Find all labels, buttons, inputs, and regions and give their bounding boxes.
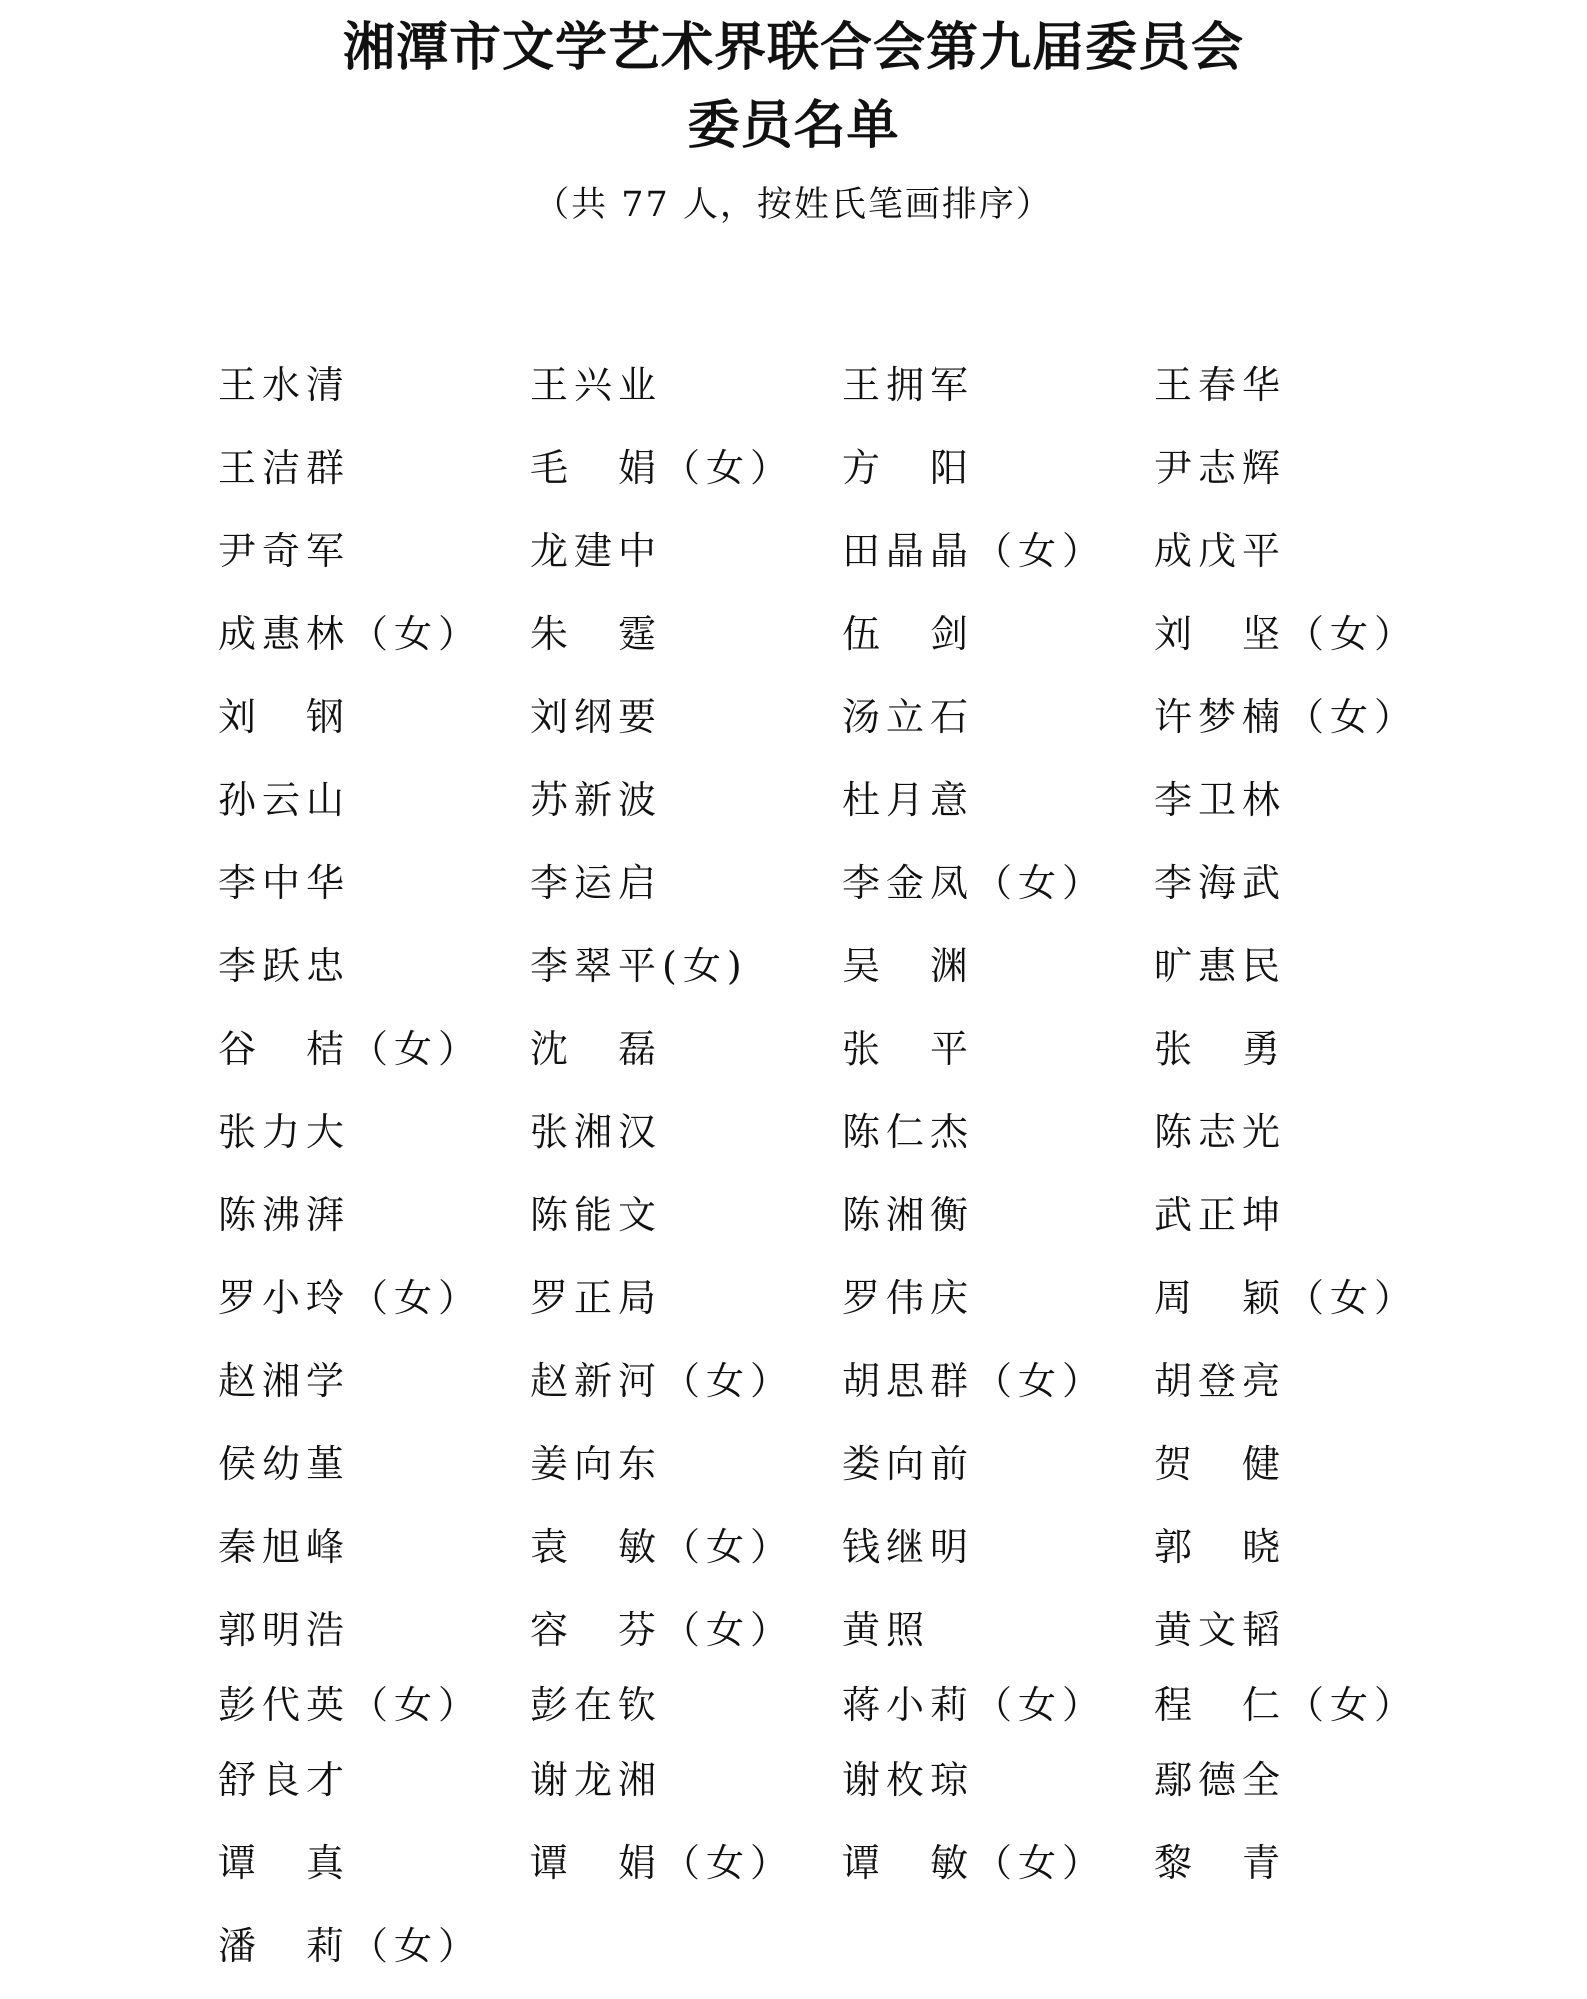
member-name: 罗小玲（女） — [218, 1276, 483, 1320]
member-name: 方 阳 — [842, 446, 975, 490]
member-name: 彭在钦 — [530, 1683, 663, 1727]
member-name: 彭代英（女） — [218, 1683, 483, 1727]
member-row — [218, 1675, 1468, 1750]
member-row — [218, 438, 1468, 521]
member-name: 侯幼堇 — [218, 1442, 351, 1486]
member-name: 陈能文 — [530, 1193, 663, 1237]
member-row — [218, 1351, 1468, 1434]
member-name: 王洁群 — [218, 446, 351, 490]
member-name-list — [218, 355, 1468, 1999]
member-name: 王春华 — [1154, 363, 1287, 407]
member-name: 黄文韬 — [1154, 1608, 1287, 1652]
member-name: 刘 坚（女） — [1154, 612, 1419, 656]
member-name: 黄照 — [842, 1608, 931, 1652]
member-name: 武正坤 — [1154, 1193, 1287, 1237]
member-name: 张 平 — [842, 1027, 975, 1071]
member-name: 毛 娟（女） — [530, 446, 795, 490]
member-name: 杜月意 — [842, 778, 975, 822]
member-name: 袁 敏（女） — [530, 1525, 795, 1569]
member-row — [218, 1750, 1468, 1833]
member-name: 谭 娟（女） — [530, 1841, 795, 1885]
member-name: 李海武 — [1154, 861, 1287, 905]
member-name: 谢龙湘 — [530, 1758, 663, 1802]
member-name: 王拥军 — [842, 363, 975, 407]
member-name: 李跃忠 — [218, 944, 351, 988]
member-name: 郭明浩 — [218, 1608, 351, 1652]
member-name: 鄢德全 — [1154, 1758, 1287, 1802]
member-row — [218, 1019, 1468, 1102]
member-name: 王兴业 — [530, 363, 663, 407]
member-name: 沈 磊 — [530, 1027, 663, 1071]
member-name: 陈志光 — [1154, 1110, 1287, 1154]
member-name: 谭 敏（女） — [842, 1841, 1107, 1885]
member-name: 龙建中 — [530, 529, 663, 573]
member-name: 舒良才 — [218, 1758, 351, 1802]
document-title-line2: 委员名单 — [687, 95, 900, 156]
member-name: 成惠林（女） — [218, 612, 483, 656]
member-row — [218, 1916, 1468, 1999]
member-name: 尹志辉 — [1154, 446, 1287, 490]
member-row — [218, 770, 1468, 853]
member-name: 周 颖（女） — [1154, 1276, 1419, 1320]
member-name: 娄向前 — [842, 1442, 975, 1486]
member-name: 田晶晶（女） — [842, 529, 1107, 573]
member-row — [218, 1268, 1468, 1351]
member-row — [218, 687, 1468, 770]
member-name: 王水清 — [218, 363, 351, 407]
member-name: 伍 剑 — [842, 612, 975, 656]
member-name: 容 芬（女） — [530, 1608, 795, 1652]
member-row — [218, 604, 1468, 687]
member-name: 李金凤（女） — [842, 861, 1107, 905]
member-name: 赵湘学 — [218, 1359, 351, 1403]
member-name: 张湘汉 — [530, 1110, 663, 1154]
member-name: 潘 莉（女） — [218, 1924, 483, 1968]
member-name: 程 仁（女） — [1154, 1683, 1419, 1727]
member-row — [218, 853, 1468, 936]
member-name: 张 勇 — [1154, 1027, 1287, 1071]
member-name: 成戊平 — [1154, 529, 1287, 573]
member-name: 张力大 — [218, 1110, 351, 1154]
member-name: 谭 真 — [218, 1841, 351, 1885]
member-name: 孙云山 — [218, 778, 351, 822]
member-name: 李翠平(女) — [530, 944, 748, 988]
member-name: 陈湘衡 — [842, 1193, 975, 1237]
member-name: 刘 钢 — [218, 695, 351, 739]
member-name: 尹奇军 — [218, 529, 351, 573]
member-name: 许梦楠（女） — [1154, 695, 1419, 739]
member-name: 旷惠民 — [1154, 944, 1287, 988]
member-name: 谢枚琼 — [842, 1758, 975, 1802]
member-name: 钱继明 — [842, 1525, 975, 1569]
member-row — [218, 1600, 1468, 1675]
member-name: 吴 渊 — [842, 944, 975, 988]
member-name: 朱 霆 — [530, 612, 663, 656]
member-name: 刘纲要 — [530, 695, 663, 739]
member-row — [218, 355, 1468, 438]
document-subtitle: （共 77 人，按姓氏笔画排序） — [534, 185, 1053, 225]
document-title: 湘潭市文学艺术界联合会第九届委员会 — [342, 17, 1244, 78]
member-name: 黎 青 — [1154, 1841, 1287, 1885]
member-name: 陈仁杰 — [842, 1110, 975, 1154]
member-row — [218, 1517, 1468, 1600]
member-row — [218, 1102, 1468, 1185]
member-name: 赵新河（女） — [530, 1359, 795, 1403]
member-name: 李运启 — [530, 861, 663, 905]
member-name: 谷 桔（女） — [218, 1027, 483, 1071]
member-name: 秦旭峰 — [218, 1525, 351, 1569]
member-name: 罗伟庆 — [842, 1276, 975, 1320]
member-name: 胡登亮 — [1154, 1359, 1287, 1403]
member-row — [218, 1833, 1468, 1916]
member-name: 郭 晓 — [1154, 1525, 1287, 1569]
member-name: 汤立石 — [842, 695, 975, 739]
member-name: 蒋小莉（女） — [842, 1683, 1107, 1727]
member-name: 李卫林 — [1154, 778, 1287, 822]
member-row — [218, 1185, 1468, 1268]
member-name: 胡思群（女） — [842, 1359, 1107, 1403]
member-row — [218, 936, 1468, 1019]
member-name: 姜向东 — [530, 1442, 663, 1486]
member-name: 贺 健 — [1154, 1442, 1287, 1486]
member-name: 苏新波 — [530, 778, 663, 822]
member-name: 李中华 — [218, 861, 351, 905]
member-row — [218, 521, 1468, 604]
member-row — [218, 1434, 1468, 1517]
member-name: 罗正局 — [530, 1276, 663, 1320]
member-name: 陈沸湃 — [218, 1193, 351, 1237]
